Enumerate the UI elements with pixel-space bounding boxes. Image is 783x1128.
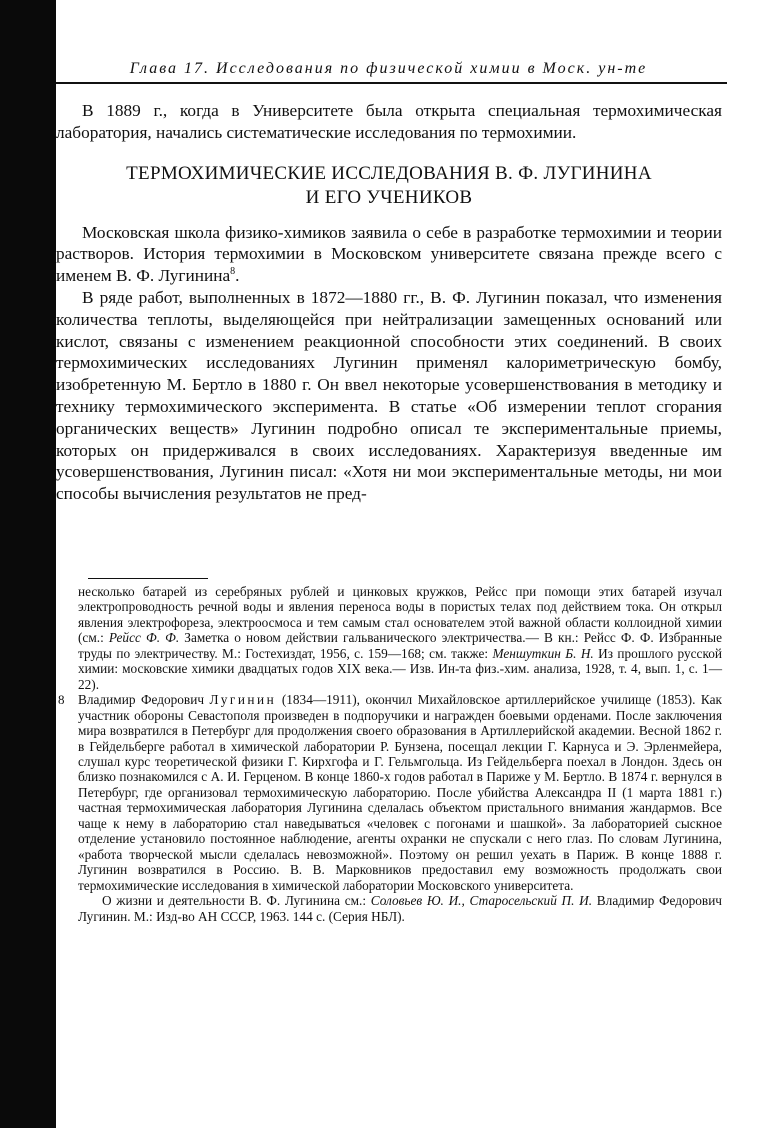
footnote-7-text-c: Заметка о новом действии гальванического электричества.— В кн.: Рейсс Ф. Ф. Избранные труды по электричеству. М.: Гостехиздат, 1956, с. 159—168; см. также:: [78, 630, 723, 661]
footnote-7-author-menshutkin: Меншуткин Б. Н.: [492, 645, 594, 661]
running-head: Глава 17. Исследования по физической химии в Моск. ун-те: [129, 60, 648, 77]
footnote-7-continuation: [78, 584, 722, 692]
paragraph-2: [56, 222, 722, 287]
footnote-rule: [88, 578, 208, 579]
book-page: [56, 0, 783, 1128]
footnote-8-mark: 8: [58, 692, 65, 708]
footnote-8-text-a: Владимир Федорович: [78, 692, 210, 708]
footnote-8-name: Лугинин: [209, 692, 277, 708]
footnote-8: [58, 692, 722, 893]
header-rule: [56, 82, 727, 84]
paragraph-2-end: .: [235, 266, 240, 286]
footnote-7-text-e: Из прошлого русской химии: московские химики двадцатых годов XIX века.— Изв. Ин-та физ.-хим. анализа, 1928, т. 4, вып. 1, с. 1—22).: [78, 645, 722, 692]
footnote-8-reference: [78, 893, 722, 924]
footnote-8-text-b: (1834—1911), окончил Михайловское артиллерийское училище (1853). Как участник обороны Севастополя произведен в подпоручики и награжден боевыми орденами. После заключения мира возвратился в Петербург для продолжения своего образования в Артиллерийской академии. Весной 1862 г. в Гейдельберге работал в химической лаборатории Р. Бунзена, посещал лекции Г. Карнуса и Э. Эрленмейера, слушал курс теоретической физики Г. Кирхгофа и Г. Гельмгольца. Из Гейдельберга поехал в Лондон. Здесь он близко познакомился с А. И. Герценом. В конце 1860-х годов работал в Париже у М. Бертло. В 1874 г. вернулся в Петербург, где организовал термохимическую лабораторию. После убийства Александра II (1 марта 1881 г.) частная термохимическая лаборатория Лугинина сделалась объектом пристального внимания жандармов. Все чаще к нему в лабораторию стал наведываться «человек с погонами и шашкой». За лабораторией сыскное отделение установило постоянное наблюдение, агенты охранки не спускали с него глаз. По словам Лугинина, «работа творческой мысли сделалась невозможной». Поэтому он решил уехать в Париж. В конце 1888 г. Лугинин возвратился в Россию. В. В. Марковников предоставил ему возможность продолжать свои термохимические исследования в химической лаборатории Московского университета.: [78, 692, 722, 893]
main-text: [56, 100, 722, 505]
footnotes: [58, 584, 723, 924]
section-title-line-1: ТЕРМОХИМИЧЕСКИЕ ИССЛЕДОВАНИЯ В. Ф. ЛУГИНИНА: [126, 162, 652, 184]
footnote-8-ref-text-c: Владимир Федорович Лугинин. М.: Изд-во АН СССР, 1963. 144 с. (Серия НБЛ).: [78, 893, 722, 924]
footnote-ref-8[interactable]: 8: [230, 266, 236, 278]
footnote-7-text-a: несколько батарей из серебряных рублей и цинковых кружков, Рейсс при помощи этих батарей изучал электропроводность речной воды и явления переноса воды в пористых телах под действием тока. Он открыл явления электрофореза, электроосмоса и тем самым стал основателем этой важной области коллоидной химии (см.:: [78, 584, 722, 646]
section-title-line-2: И ЕГО УЧЕНИКОВ: [305, 186, 473, 208]
paragraph-2-text: Московская школа физико-химиков заявила о себе в разработке термохимии и теории растворов. История термохимии в Московском университете связана прежде всего с именем В. Ф. Лугинина: [56, 222, 722, 286]
footnote-8-ref-text-a: О жизни и деятельности В. Ф. Лугинина см.:: [102, 893, 371, 909]
footnote-8-ref-authors: Соловьев Ю. И., Старосельский П. И.: [370, 893, 593, 909]
footnote-7-author-reiss: Рейсс Ф. Ф.: [108, 630, 180, 646]
intro-paragraph: В 1889 г., когда в Университете была открыта специальная термохимическая лаборатория, начались систематические исследования по термохимии.: [56, 101, 722, 142]
scan-edge-shadow: [0, 0, 56, 1128]
paragraph-3: В ряде работ, выполненных в 1872—1880 гг., В. Ф. Лугинин показал, что изменения количества теплоты, выделяющейся при нейтрализации замещенных оснований или кислот, связаны с изменением реакционной способности этих соединений. В своих термохимических исследованиях Лугинин применял калориметрическую бомбу, изобретенную М. Бертло в 1880 г. Он ввел некоторые усовершенствования в методику и технику термохимического эксперимента. В статье «Об измерении теплот сгорания органических веществ» Лугинин подробно описал те экспериментальные приемы, которых он придерживался в своих исследованиях. Характеризуя введенные им усовершенствования, Лугинин писал: «Хотя ни мои экспериментальные методы, ни мои способы вычисления результатов не пред-: [56, 287, 722, 504]
section-title: [56, 162, 722, 210]
